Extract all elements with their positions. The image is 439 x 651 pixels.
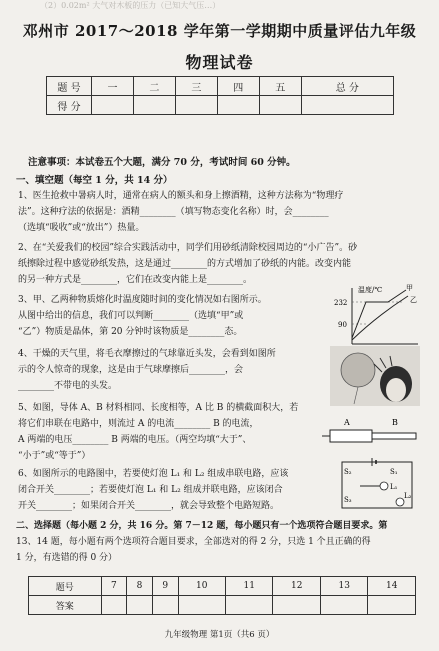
answer-cell: 13 bbox=[320, 577, 367, 596]
score-table bbox=[46, 76, 394, 115]
score-cell: 四 bbox=[217, 77, 259, 96]
label-s2: S₂ bbox=[344, 468, 352, 476]
answer-cell-empty bbox=[178, 596, 225, 615]
answer-cell: 12 bbox=[273, 577, 320, 596]
question-line: 闭合开关________；若要使灯泡 L₁ 和 L₂ 组成并联电路，应该闭合 bbox=[18, 485, 283, 495]
section2-line: 二、选择题（每小题 2 分，共 16 分。第 7－12 题，每小题只有一个选项符合题目要求。第 bbox=[16, 521, 388, 531]
score-cell: 总 分 bbox=[301, 77, 393, 96]
tick-label: 90 bbox=[338, 321, 347, 329]
section2-line: 1 分，有选错的得 0 分） bbox=[16, 553, 118, 563]
score-cell-empty bbox=[301, 96, 393, 115]
answer-cell: 8 bbox=[127, 577, 153, 596]
label-a: A bbox=[344, 418, 350, 427]
answer-cell: 11 bbox=[226, 577, 273, 596]
answer-cell-empty bbox=[226, 596, 273, 615]
label-s3: S₃ bbox=[344, 496, 352, 504]
answer-cell-empty bbox=[320, 596, 367, 615]
question-line: “小于”或“等于”） bbox=[18, 451, 91, 461]
score-cell-empty bbox=[259, 96, 301, 115]
series-label: 甲 bbox=[406, 284, 413, 292]
answer-cell-empty bbox=[152, 596, 178, 615]
answer-table bbox=[28, 576, 416, 615]
exam-title: 邓州市 2017～2018 学年第一学期期中质量评估九年级 bbox=[22, 22, 417, 40]
lamp-l1-icon bbox=[380, 482, 388, 490]
tick-label: 232 bbox=[334, 299, 348, 307]
score-cell: 三 bbox=[175, 77, 217, 96]
label-l1: L₁ bbox=[390, 483, 398, 491]
question-line: “乙”）物质是晶体，第 20 分钟时该物质是________态。 bbox=[18, 327, 243, 337]
question-6 bbox=[18, 466, 329, 514]
question-line: 2、在“关爱我们的校园”综合实践活动中，同学们用砂纸清除校园周边的“小广告”。砂 bbox=[18, 243, 358, 253]
section2-heading bbox=[16, 518, 421, 566]
question-line: 3、甲、乙两种物质熔化时温度随时间的变化情况如右图所示。 bbox=[18, 295, 267, 305]
score-cell: 得 分 bbox=[47, 96, 92, 115]
series-label: 乙 bbox=[410, 296, 417, 304]
exam-subtitle: 物理试卷 bbox=[185, 53, 254, 72]
question-line: 的另一种方式是________，它们在改变内能上是________。 bbox=[18, 275, 253, 285]
melting-graph bbox=[332, 282, 422, 352]
question-line: 6、如图所示的电路图中，若要使灯泡 L₁ 和 L₂ 组成串联电路，应该 bbox=[18, 469, 289, 479]
graph-ylabel: 温度/℃ bbox=[358, 286, 383, 294]
score-header-row bbox=[47, 77, 394, 96]
score-cell-empty bbox=[92, 96, 134, 115]
question-line: 纸擦除过程中感觉砂纸发热，这是通过________的方式增加了砂纸的内能。改变内能 bbox=[18, 259, 352, 269]
answer-cell-empty bbox=[127, 596, 153, 615]
question-line: 将它们串联在电路中，则流过 A 的电流________ B 的电流， bbox=[18, 419, 259, 429]
question-line: 开关________；如果闭合开关________，就会导致整个电路短路。 bbox=[18, 501, 280, 511]
question-line: 法”。这种疗法的依据是：酒精________（填写物态变化名称）时，会________ bbox=[18, 207, 329, 217]
section2-line: 13、14 题，每小题有两个选项符合题目要求，全部选对的得 2 分，只选 1 个且正确的得 bbox=[16, 537, 371, 547]
question-4 bbox=[18, 346, 319, 394]
question-line: 4、干燥的天气里，将毛衣摩擦过的气球靠近头发，会看到如图所 bbox=[18, 349, 276, 359]
answer-cell: 答案 bbox=[29, 596, 102, 615]
question-line: A 两端的电压________ B 两端的电压。（两空均填“大于”、 bbox=[18, 435, 252, 445]
answer-cell: 10 bbox=[178, 577, 225, 596]
question-line: 从图中给出的信息，我们可以判断________（选填“甲”或 bbox=[18, 311, 244, 321]
answer-cell: 题号 bbox=[29, 577, 102, 596]
question-line: （选填“吸收”或“放出”）热量。 bbox=[18, 223, 145, 233]
label-l2: L₂ bbox=[404, 492, 412, 500]
score-cell-empty bbox=[175, 96, 217, 115]
answer-cell: 7 bbox=[101, 577, 127, 596]
page-footer: 九年级物理 第1页（共6 页） bbox=[164, 630, 275, 640]
answer-value-row bbox=[29, 596, 416, 615]
score-cell: 二 bbox=[133, 77, 175, 96]
question-line: 5、如图，导体 A、B 材料相同、长度相等，A 比 B 的横截面积大，若 bbox=[18, 403, 299, 413]
question-line: 示的令人惊奇的现象，这是由于气球摩擦后________，会 bbox=[18, 365, 244, 375]
score-cell: 一 bbox=[92, 77, 134, 96]
question-1 bbox=[18, 188, 417, 236]
question-5 bbox=[18, 400, 329, 464]
score-cell-empty bbox=[217, 96, 259, 115]
conductor-b bbox=[372, 433, 416, 439]
notice: 注意事项：本试卷五个大题，满分 70 分，考试时间 60 分钟。 bbox=[28, 157, 296, 168]
answer-cell: 14 bbox=[368, 577, 416, 596]
curve-jia bbox=[352, 290, 406, 338]
answer-cell-empty bbox=[101, 596, 127, 615]
question-2 bbox=[18, 240, 417, 288]
face bbox=[386, 378, 406, 402]
score-cell-empty bbox=[133, 96, 175, 115]
balloon bbox=[341, 353, 375, 387]
balloon-hair-illustration bbox=[330, 346, 420, 406]
lamp-l2-icon bbox=[396, 498, 404, 506]
question-3 bbox=[18, 292, 319, 340]
answer-cell-empty bbox=[273, 596, 320, 615]
answer-header-row bbox=[29, 577, 416, 596]
bleed-through-text: （2）0.02m² 大气对木板的压力（已知大气压…） bbox=[40, 1, 221, 10]
score-value-row bbox=[47, 96, 394, 115]
label-s1: S₁ bbox=[390, 468, 398, 476]
section1-heading: 一、填空题（每空 1 分，共 14 分） bbox=[16, 175, 173, 186]
score-cell: 题 号 bbox=[47, 77, 92, 96]
answer-cell-empty bbox=[368, 596, 416, 615]
conductor-figure bbox=[322, 416, 420, 446]
answer-cell: 9 bbox=[152, 577, 178, 596]
question-line: 1、医生抢救中暑病人时，通常在病人的额头和身上擦酒精，这种方法称为“物理疗 bbox=[18, 191, 344, 201]
label-b: B bbox=[392, 418, 398, 427]
curve-yi bbox=[352, 296, 408, 340]
question-line: ________不带电的头发。 bbox=[18, 381, 118, 391]
conductor-a bbox=[330, 430, 372, 442]
score-cell: 五 bbox=[259, 77, 301, 96]
circuit-diagram bbox=[336, 454, 420, 514]
